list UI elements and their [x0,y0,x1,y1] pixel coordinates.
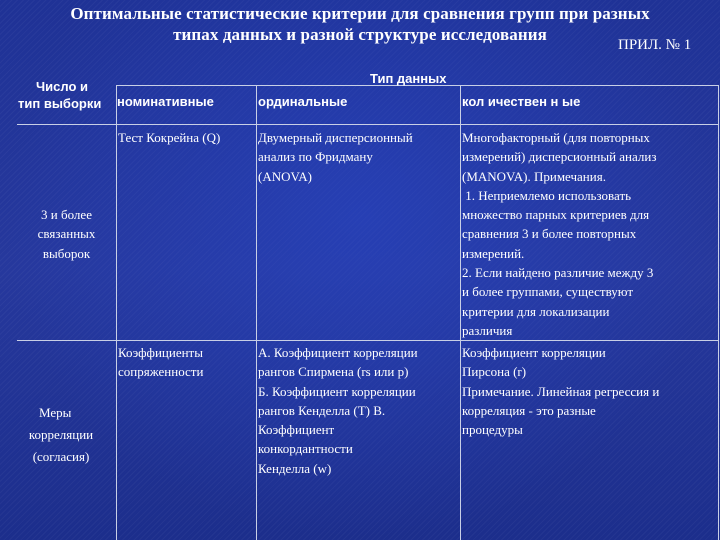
row-correlation-ordinal [258,343,418,478]
title-line-2: типах данных и разной структуре исследования [173,25,547,44]
cell-line: измерений) дисперсионный анализ [462,149,657,165]
cell-line: А. Коэффициент корреляции [258,345,418,360]
row-correlation-label-line: корреляции [28,427,94,442]
cell-line: множество парных критериев для [462,207,650,223]
row-related-label-line: связанных [37,226,96,242]
row-correlation-quantitative [462,343,659,439]
cell-line: 1. Неприемлемо использовать [462,187,632,203]
cell-line: сравнения 3 и более повторных [462,226,637,242]
cell-line: 2. Если найдено различие между 3 [462,265,654,281]
cell-line: конкордантности [258,441,353,457]
cell-line: Коэффициенты [118,345,203,360]
header-sample-type [18,78,101,112]
cell-line: и более группами, существуют [462,284,634,300]
cell-line: Многофакторный (для повторных [462,130,650,145]
row-related-quantitative [462,128,656,340]
cell-line: рангов Кенделла (Т) В. [258,402,386,418]
cell-line: Коэффициент корреляции [462,345,606,360]
row-correlation-label [17,402,105,468]
cell-line: Б. Коэффициент корреляции [258,383,416,399]
cell-line: Коэффициент [258,422,335,438]
cell-line: корреляция - это разные [462,402,596,418]
cell-line: (MANOVA). Примечания. [462,168,606,184]
row-correlation-nominal [118,343,203,382]
cell-line: рангов Спирмена (rs или р) [258,364,409,380]
row-related-label [17,205,116,263]
cell-line: Двумерный дисперсионный [258,130,413,145]
header-sample-line-1: Число и [36,79,88,94]
col-divider-right [718,85,719,540]
cell-line: Примечание. Линейная регрессия и [462,383,660,399]
slide-title [0,3,720,45]
cell-line: критерии для локализации [462,303,610,319]
header-quantitative: кол ичествен н ые [462,94,581,109]
header-data-type: Тип данных [370,71,447,86]
row-related-nominal [118,128,220,147]
row-related-ordinal [258,128,413,186]
header-nominal: номинативные [117,94,214,109]
row-related-label-line: выборок [42,245,91,261]
row-correlation-label-line: (согласия) [32,449,90,464]
row-related-label-line: 3 и более [41,207,92,222]
title-line-1: Оптимальные статистические критерии для сравнения групп при разных [70,4,650,23]
cell-line: Кенделла (w) [258,460,332,476]
cell-line: Пирсона (r) [462,364,527,380]
cell-line: Тест Кокрейна (Q) [118,130,221,145]
cell-line: анализ по Фридману [258,149,373,165]
col-divider-2 [256,85,257,540]
col-divider-1 [116,85,117,540]
cell-line: различия [462,322,513,338]
col-divider-3 [460,85,461,540]
cell-line: сопряженности [118,364,204,380]
cell-line: измерений. [462,245,525,261]
appendix-label: ПРИЛ. № 1 [618,37,692,53]
header-divider-bottom [17,124,718,125]
cell-line: (ANOVA) [258,168,312,184]
header-sample-line-2: тип выборки [18,96,102,111]
cell-line: процедуры [462,422,523,438]
header-ordinal: ординальные [258,94,348,109]
row-correlation-label-line: Меры [39,405,72,420]
